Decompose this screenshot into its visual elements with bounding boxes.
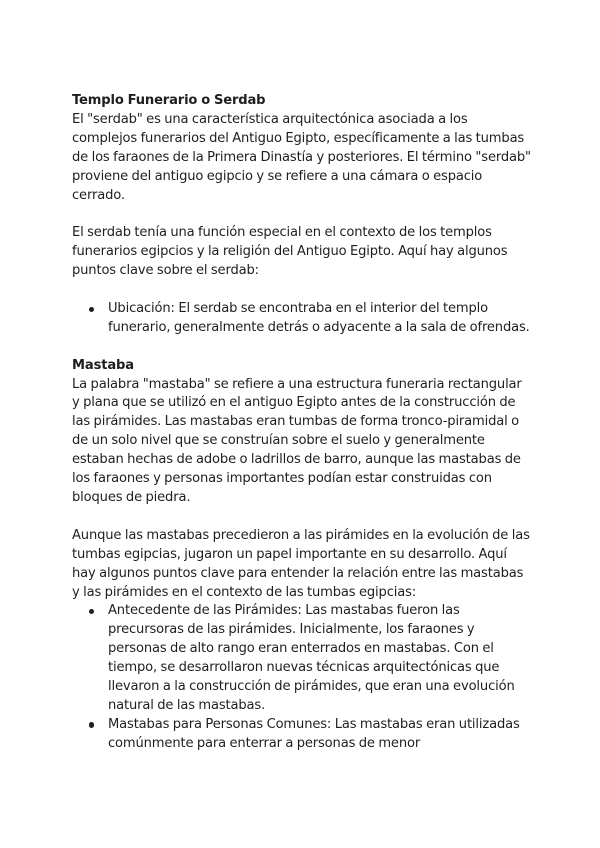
bullet-icon [89,609,94,614]
mastaba-paragraph-1: La palabra "mastaba" se refiere a una estructura funeraria rectangular y plana que se utilizó en el antiguo Egipto antes de la construcción de las pirámides. Las mastabas eran tumbas de forma tronco-piramidal o de un solo nivel que se construían sobre el suelo y generalmente estaban hechas de adobe o ladrillos de barro, aunque las mastabas de los faraones y personas importantes podían estar construidas con bloques de piedra. [72,376,522,505]
spacer [72,338,532,357]
mastaba-bullet-list [72,602,532,753]
document-page [72,92,532,754]
mastaba-paragraph-2: Aunque las mastabas precedieron a las pirámides en la evolución de las tumbas egipcias, jugaron un papel importante en su desarrollo. Aquí hay algunos puntos clave para entender la relación entre las mastabas y las pirámides en el contexto de las tumbas egipcias: [72,527,530,600]
list-item-text: Antecedente de las Pirámides: Las mastabas fueron las precursoras de las pirámides. Inicialmente, los faraones y personas de alto rango eran enterrados en mastabas. Con el tiempo, se desarrollaron nuevas técnicas arquitectónicas que llevaron a la construcción de pirámides, que eran una evolución natural de las mastabas. [108,603,515,713]
spacer [72,205,532,224]
list-item-text: Ubicación: El serdab se encontraba en el interior del templo funerario, generalmente detrás o adyacente a la sala de ofrendas. [108,300,530,335]
bullet-icon [89,307,94,312]
list-item [72,602,532,715]
serdab-paragraph-1: El "serdab" es una característica arquitectónica asociada a los complejos funerarios del Antiguo Egipto, específicamente a las tumbas de los faraones de la Primera Dinastía y posteriores. El término "serdab" proviene del antiguo egipcio y se refiere a una cámara o espacio cerrado. [72,111,531,203]
section-heading-serdab: Templo Funerario o Serdab [72,93,266,108]
spacer [72,508,532,527]
section-heading-mastaba: Mastaba [72,357,134,373]
list-item-text: Mastabas para Personas Comunes: Las mastabas eran utilizadas comúnmente para enterrar a personas de menor [108,716,520,751]
list-item [72,300,532,338]
bullet-icon [89,722,94,727]
serdab-paragraph-2: El serdab tenía una función especial en el contexto de los templos funerarios egipcios y la religión del Antiguo Egipto. Aquí hay algunos puntos clave sobre el serdab: [72,225,508,279]
serdab-bullet-list [72,300,532,338]
spacer [72,281,532,300]
list-item [72,716,532,754]
